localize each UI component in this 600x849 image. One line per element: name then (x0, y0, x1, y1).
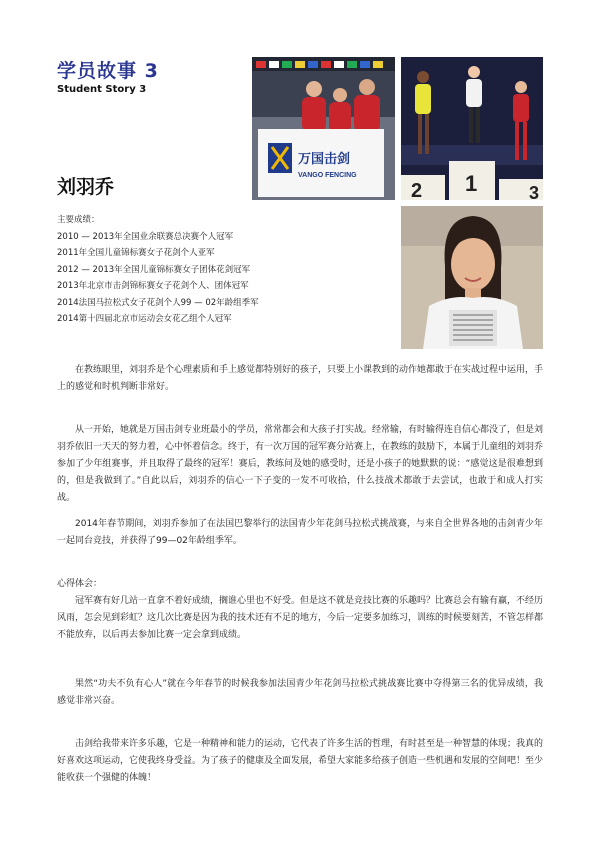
achievement-item: 2014第十四届北京市运动会女花乙组个人冠军 (57, 314, 232, 324)
page-subtitle: Student Story 3 (57, 84, 147, 95)
portrait-illustration (401, 206, 543, 349)
experience-heading: 心得体会： (57, 579, 103, 589)
student-name: 刘羽乔 (57, 176, 115, 198)
story-paragraph-france: 2014年春节期间，刘羽乔参加了在法国巴黎举行的法国青少年花剑马拉松式挑战赛，与来自全世界各地的击剑青少年一起同台竞技，并获得了99—02年龄组季军。 (57, 519, 543, 546)
page-title: 学员故事 3 (57, 60, 159, 82)
story-paragraph-reflection: 冠军赛有好几站一直拿不着好成绩，搁谁心里也不好受。但是这不就是竞技比赛的乐趣吗？比赛总会有输有赢，不经历风雨，怎会见到彩虹？这几次比赛是因为我的技术还有不足的地方，今后一定要多加练习，训练的时候要刻苦，不管怎样都不能放弃，以后再去参加比赛一定会拿到成绩。 (57, 596, 544, 640)
podium-illustration (401, 57, 543, 200)
team-banner-photo (252, 57, 395, 200)
podium-place-1: 1 (465, 171, 478, 196)
banner-brand-cn: 万国击剑 (298, 151, 351, 166)
story-paragraph-closing: 击剑给我带来许多乐趣，它是一种精神和能力的运动，它代表了许多生活的哲理，有时甚至是一种智慧的体现；我真的好喜欢这项运动，它使我终身受益。为了孩子的健康及全面发展，希望大家能多给孩子创造一些机遇和发展的空间吧！至少能收获一个强健的体魄！ (57, 739, 544, 783)
achievements-list (57, 212, 387, 328)
team-banner-illustration (252, 57, 395, 200)
achievement-item: 2012 — 2013年全国儿童锦标赛女子团体花剑冠军 (57, 264, 251, 275)
banner-brand-en: VANGO FENCING (298, 172, 357, 179)
achievement-item: 2014法国马拉松式女子花剑个人99 — 02年龄组季军 (57, 297, 259, 308)
story-paragraph-result: 果然“功夫不负有心人”就在今年春节的时候我参加法国青少年花剑马拉松式挑战赛比赛中夺得第三名的优异成绩，我感觉非常兴奋。 (57, 679, 543, 706)
podium-place-3: 3 (529, 183, 540, 200)
story-paragraph-growth: 从一开始，她就是万国击剑专业班最小的学员，常常都会和大孩子打实战。经常输，有时输得连自信心都没了，但是刘羽乔依旧一天天的努力着，心中怀着信念。终于，有一次万国的冠军赛分站赛上，在教练的鼓励下，本属于儿童组的刘羽乔参加了少年组赛事，并且取得了最终的冠军！赛后，教练问及她的感受时，还是小孩子的她默默的说：“感觉这是很难想到的，但是我做到了。”自此以后，刘羽乔的信心一下子变的一发不可收拾，什么技战术都敢于去尝试，也敢于和成人打实战。 (57, 425, 544, 503)
achievement-item: 2013年北京市击剑锦标赛女子花剑个人、团体冠军 (57, 281, 249, 291)
achievement-item: 2011年全国儿童锦标赛女子花剑个人亚军 (57, 248, 215, 258)
podium-place-2: 2 (411, 180, 423, 200)
story-paragraph-coach-view: 在教练眼里，刘羽乔是个心理素质和手上感觉都特别好的孩子，只要上小课教到的动作她都敢于在实战过程中运用，手上的感觉和时机判断非常好。 (57, 365, 544, 392)
achievement-item: 2010 — 2013年全国业余联赛总决赛个人冠军 (57, 231, 234, 242)
portrait-photo (401, 206, 543, 349)
podium-photo (401, 57, 543, 200)
achievements-heading: 主要成绩： (57, 215, 100, 225)
